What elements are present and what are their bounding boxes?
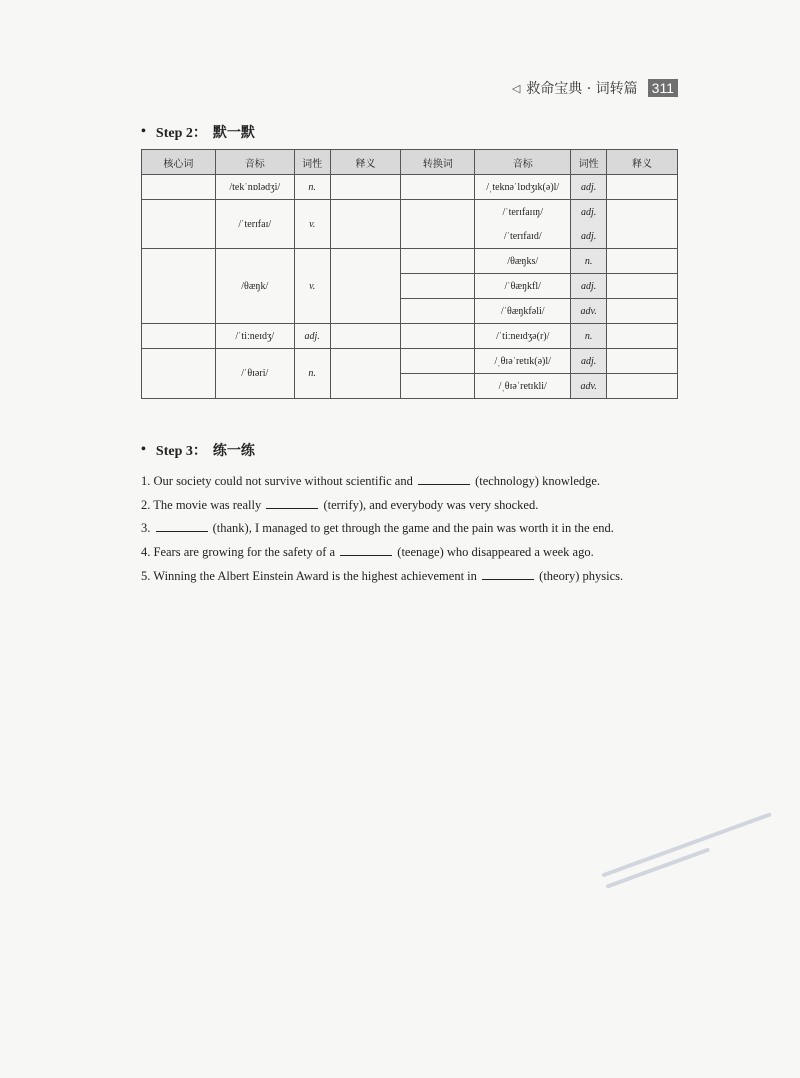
- converted-meaning-cell[interactable]: [607, 274, 678, 299]
- header-core-word: 核心词: [142, 150, 216, 175]
- bullet-icon: •: [141, 124, 146, 139]
- exercise-text: 2. The movie was really: [141, 497, 265, 512]
- core-word-cell[interactable]: [142, 324, 216, 349]
- exercise-item: [141, 470, 623, 494]
- converted-pos: adj.: [571, 274, 607, 299]
- answer-blank[interactable]: [340, 545, 392, 556]
- step3-title: 练一练: [212, 443, 255, 459]
- converted-pos: adj.: [571, 224, 607, 249]
- core-meaning-cell[interactable]: [330, 175, 401, 200]
- core-word-cell[interactable]: [142, 249, 216, 324]
- converted-pos: adj.: [571, 200, 607, 225]
- converted-phonetic: /ˌθɪəˈretɪkli/: [475, 374, 571, 399]
- core-phonetic: /ˈθɪəri/: [215, 349, 294, 399]
- core-pos: v.: [294, 200, 330, 249]
- converted-phonetic: /ˌteknəˈlɒdʒɪk(ə)l/: [475, 175, 571, 200]
- step2-title: 默一默: [212, 125, 255, 141]
- exercise-item: [141, 565, 623, 589]
- converted-phonetic: /ˈtiːneɪdʒə(r)/: [475, 324, 571, 349]
- exercise-text: (terrify), and everybody was very shocked.: [320, 497, 539, 512]
- answer-blank[interactable]: [156, 521, 208, 532]
- header-meaning: 释义: [330, 150, 401, 175]
- exercise-list: [141, 470, 623, 589]
- exercise-text: 1. Our society could not survive without scientific and: [141, 474, 416, 488]
- converted-word-cell[interactable]: [401, 299, 475, 324]
- header-pos: 词性: [294, 150, 330, 175]
- bullet-icon: •: [141, 442, 146, 457]
- table-row: [142, 200, 678, 225]
- exercise-item: [141, 541, 623, 565]
- exercise-text: (technology) knowledge.: [471, 474, 601, 488]
- exercise-item: [141, 517, 623, 541]
- watermark-graphic: [600, 802, 798, 899]
- converted-phonetic: /ˈterɪfaɪɪŋ/: [475, 200, 571, 225]
- watermark: [600, 802, 799, 901]
- converted-word-cell[interactable]: [401, 200, 475, 249]
- exercise-text: 4. Fears are growing for the safety of a: [141, 545, 339, 560]
- step3-heading: [141, 440, 255, 460]
- page-number: 311: [648, 79, 678, 97]
- converted-phonetic: /θæŋks/: [475, 249, 571, 274]
- table-header-row: [142, 150, 678, 175]
- core-phonetic: /ˈterɪfaɪ/: [215, 200, 294, 249]
- step3-label: Step 3：: [155, 444, 207, 459]
- converted-phonetic: /ˈθæŋkfəli/: [475, 299, 571, 324]
- step2-label: Step 2：: [155, 126, 207, 141]
- core-pos: v.: [294, 249, 330, 324]
- table-row: [142, 324, 678, 349]
- page-header: [512, 78, 678, 98]
- exercise-text: (thank), I managed to get through the game and the pain was worth it in the end.: [209, 521, 614, 536]
- header-phonetic-2: 音标: [475, 150, 571, 175]
- core-meaning-cell[interactable]: [330, 349, 401, 399]
- table-row: [142, 249, 678, 274]
- converted-meaning-cell[interactable]: [607, 200, 678, 249]
- converted-pos: adv.: [571, 299, 607, 324]
- back-arrow-icon: ◁: [511, 81, 521, 95]
- core-phonetic: /θæŋk/: [215, 249, 294, 324]
- exercise-text: (theory) physics.: [536, 568, 624, 583]
- core-meaning-cell[interactable]: [330, 249, 401, 324]
- core-meaning-cell[interactable]: [330, 200, 401, 249]
- converted-pos: n.: [571, 324, 607, 349]
- answer-blank[interactable]: [266, 498, 318, 509]
- header-pos-2: 词性: [571, 150, 607, 175]
- converted-meaning-cell[interactable]: [607, 249, 678, 274]
- header-converted-word: 转换词: [401, 150, 475, 175]
- answer-blank[interactable]: [482, 569, 534, 580]
- exercise-item: [141, 494, 623, 518]
- converted-phonetic: /ˈθæŋkfl/: [475, 274, 571, 299]
- table-row: [142, 175, 678, 200]
- table-row: [142, 349, 678, 374]
- answer-blank[interactable]: [418, 474, 470, 485]
- converted-pos: adj.: [571, 175, 607, 200]
- converted-meaning-cell[interactable]: [607, 324, 678, 349]
- exercise-text: 3.: [141, 521, 154, 536]
- converted-pos: adv.: [571, 374, 607, 399]
- exercise-text: 5. Winning the Albert Einstein Award is the highest achievement in: [141, 568, 481, 583]
- core-pos: n.: [294, 349, 330, 399]
- header-title: 救命宝典 · 词转篇: [526, 81, 638, 97]
- converted-word-cell[interactable]: [401, 349, 475, 374]
- converted-word-cell[interactable]: [401, 374, 475, 399]
- converted-word-cell[interactable]: [401, 274, 475, 299]
- converted-meaning-cell[interactable]: [607, 175, 678, 200]
- converted-word-cell[interactable]: [401, 249, 475, 274]
- core-word-cell[interactable]: [142, 200, 216, 249]
- core-meaning-cell[interactable]: [330, 324, 401, 349]
- core-phonetic: /tekˈnɒlədʒi/: [215, 175, 294, 200]
- step2-heading: [141, 122, 255, 142]
- converted-phonetic: /ˈterɪfaɪd/: [475, 224, 571, 249]
- header-meaning-2: 释义: [607, 150, 678, 175]
- converted-phonetic: /ˌθɪəˈretɪk(ə)l/: [475, 349, 571, 374]
- core-word-cell[interactable]: [142, 349, 216, 399]
- exercise-text: (teenage) who disappeared a week ago.: [394, 545, 594, 560]
- header-phonetic: 音标: [215, 150, 294, 175]
- converted-meaning-cell[interactable]: [607, 349, 678, 374]
- core-pos: adj.: [294, 324, 330, 349]
- converted-meaning-cell[interactable]: [607, 299, 678, 324]
- converted-word-cell[interactable]: [401, 324, 475, 349]
- converted-word-cell[interactable]: [401, 175, 475, 200]
- converted-pos: adj.: [571, 349, 607, 374]
- converted-pos: n.: [571, 249, 607, 274]
- core-word-cell[interactable]: [142, 175, 216, 200]
- core-pos: n.: [294, 175, 330, 200]
- core-phonetic: /ˈtiːneɪdʒ/: [215, 324, 294, 349]
- converted-meaning-cell[interactable]: [607, 374, 678, 399]
- vocab-table: [141, 149, 678, 399]
